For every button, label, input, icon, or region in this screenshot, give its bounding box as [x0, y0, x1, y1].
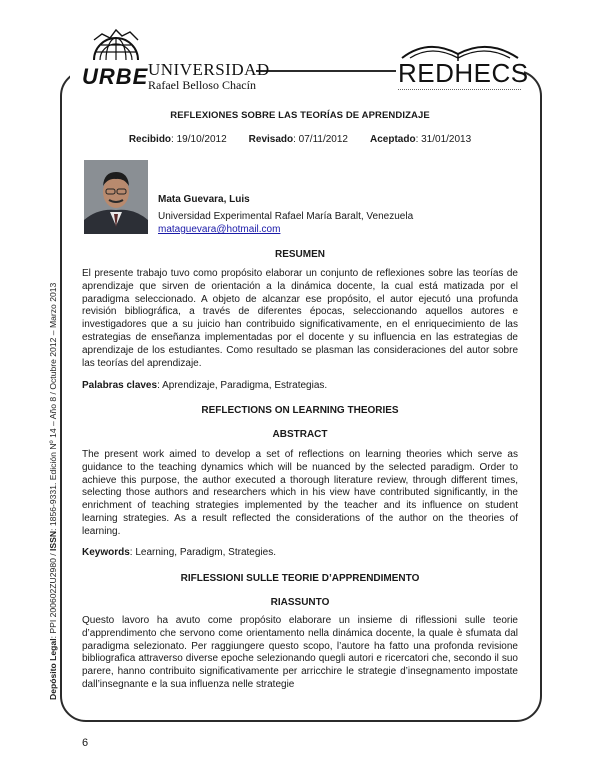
issn-value: : 1856-9331. Edición Nº 14 – Año 8 / Octubre 2012 – Marzo 2013 — [48, 282, 58, 531]
resumen-keywords-label: Palabras claves — [82, 380, 158, 391]
resumen-keywords-value: : Aprendizaje, Paradigma, Estrategias. — [157, 380, 328, 391]
abstract-keywords-label: Keywords — [82, 547, 130, 558]
accepted-value: : 31/01/2013 — [415, 134, 472, 145]
university-logo — [82, 20, 270, 92]
legal-value: : PPI 200602ZU2980 / — [48, 550, 58, 639]
riassunto-heading: RIASSUNTO — [270, 597, 330, 608]
author-photo — [84, 160, 148, 234]
page-number: 6 — [82, 737, 89, 749]
resumen-keywords — [82, 380, 518, 391]
globe-icon — [90, 20, 142, 66]
university-name: UNIVERSIDAD — [148, 60, 270, 79]
journal-tagline-rule — [398, 88, 522, 92]
abstract-keywords — [82, 547, 518, 558]
resumen-text: El presente trabajo tuvo como propósito elaborar un conjunto de reflexiones sobre las teorías de aprendizaje que sirven de orientación a la dinámica docente, la cual está matizada por el paradigma seleccionado. A objeto de alcanzar ese propósito, el autor ejecutó una profunda revisión bibliográfica, a través de diferentes épocas, seleccionando aquellos autores e investigadores que a su juicio han contribuido significativamente, en el enriquecimiento de las estrategias de enseñanza implementadas por el docente y su influencia en las estrategias de aprendizaje de los estudiantes. Como resultado se plasman las consideraciones del autor sobre las teorías del aprendizaje. — [82, 268, 518, 369]
author-name: Mata Guevara, Luis — [158, 194, 250, 205]
side-legal-note — [48, 283, 58, 700]
abstract-heading: ABSTRACT — [272, 429, 328, 440]
article-title: REFLEXIONES SOBRE LAS TEORÍAS DE APRENDIZAJE — [170, 110, 430, 121]
article-dates — [82, 134, 518, 145]
journal-name: REDHECS — [398, 58, 529, 88]
abstract-keywords-value: : Learning, Paradigm, Strategies. — [129, 547, 276, 558]
issn-label: ISSN — [48, 530, 58, 551]
resumen-heading: RESUMEN — [274, 249, 325, 260]
author-email-link[interactable]: mataguevara@hotmail.com — [158, 224, 281, 235]
journal-logo — [398, 36, 529, 96]
accepted-label: Aceptado — [370, 134, 416, 145]
english-title: REFLECTIONS ON LEARNING THEORIES — [201, 405, 399, 416]
reviewed-label: Revisado — [248, 134, 294, 145]
received-value: : 19/10/2012 — [171, 134, 227, 145]
riassunto-text: Questo lavoro ha avuto come propósito elaborare un insieme di riflessioni sulle teorie d’apprendimento che servono come orientamento nella dinámica docente, la quale è sfumata dal paradigma selezionato. Per raggiungere questo scopo, l’autore ha fatto una profonda revisione bibliografica attraverso diverse epoche selezionando quegli autori e ricercatori che, secondo il suo parere, hanno contribuito significativamente per arricchire le strategie d’insegnamento impostate dall’insegnante e la sua influenza nelle strategie — [82, 615, 518, 690]
legal-label: Depósito Legal — [48, 638, 58, 700]
university-subtitle: Rafael Belloso Chacín — [148, 78, 256, 92]
reviewed-value: : 07/11/2012 — [293, 134, 348, 145]
university-mark: URBE — [82, 64, 149, 89]
author-affiliation: Universidad Experimental Rafael María Baralt, Venezuela — [158, 211, 414, 222]
italian-title: RIFLESSIONI SULLE TEORIE D’APPRENDIMENTO — [180, 573, 420, 584]
abstract-text: The present work aimed to develop a set of reflections on learning theories which serve as guidance to the teaching dynamics which will be nuanced by the selected paradigm. Order to achieve this purpose, the author executed a thorough literature review, through different times, selecting those authors and researchers which in his view have contributed significantly, in the enrichment of teaching strategies implemented by the teacher and its influence on student learning strategies. As a result reflected the considerations of the author on the theories of learning. — [82, 449, 518, 537]
received-label: Recibido — [128, 134, 172, 145]
